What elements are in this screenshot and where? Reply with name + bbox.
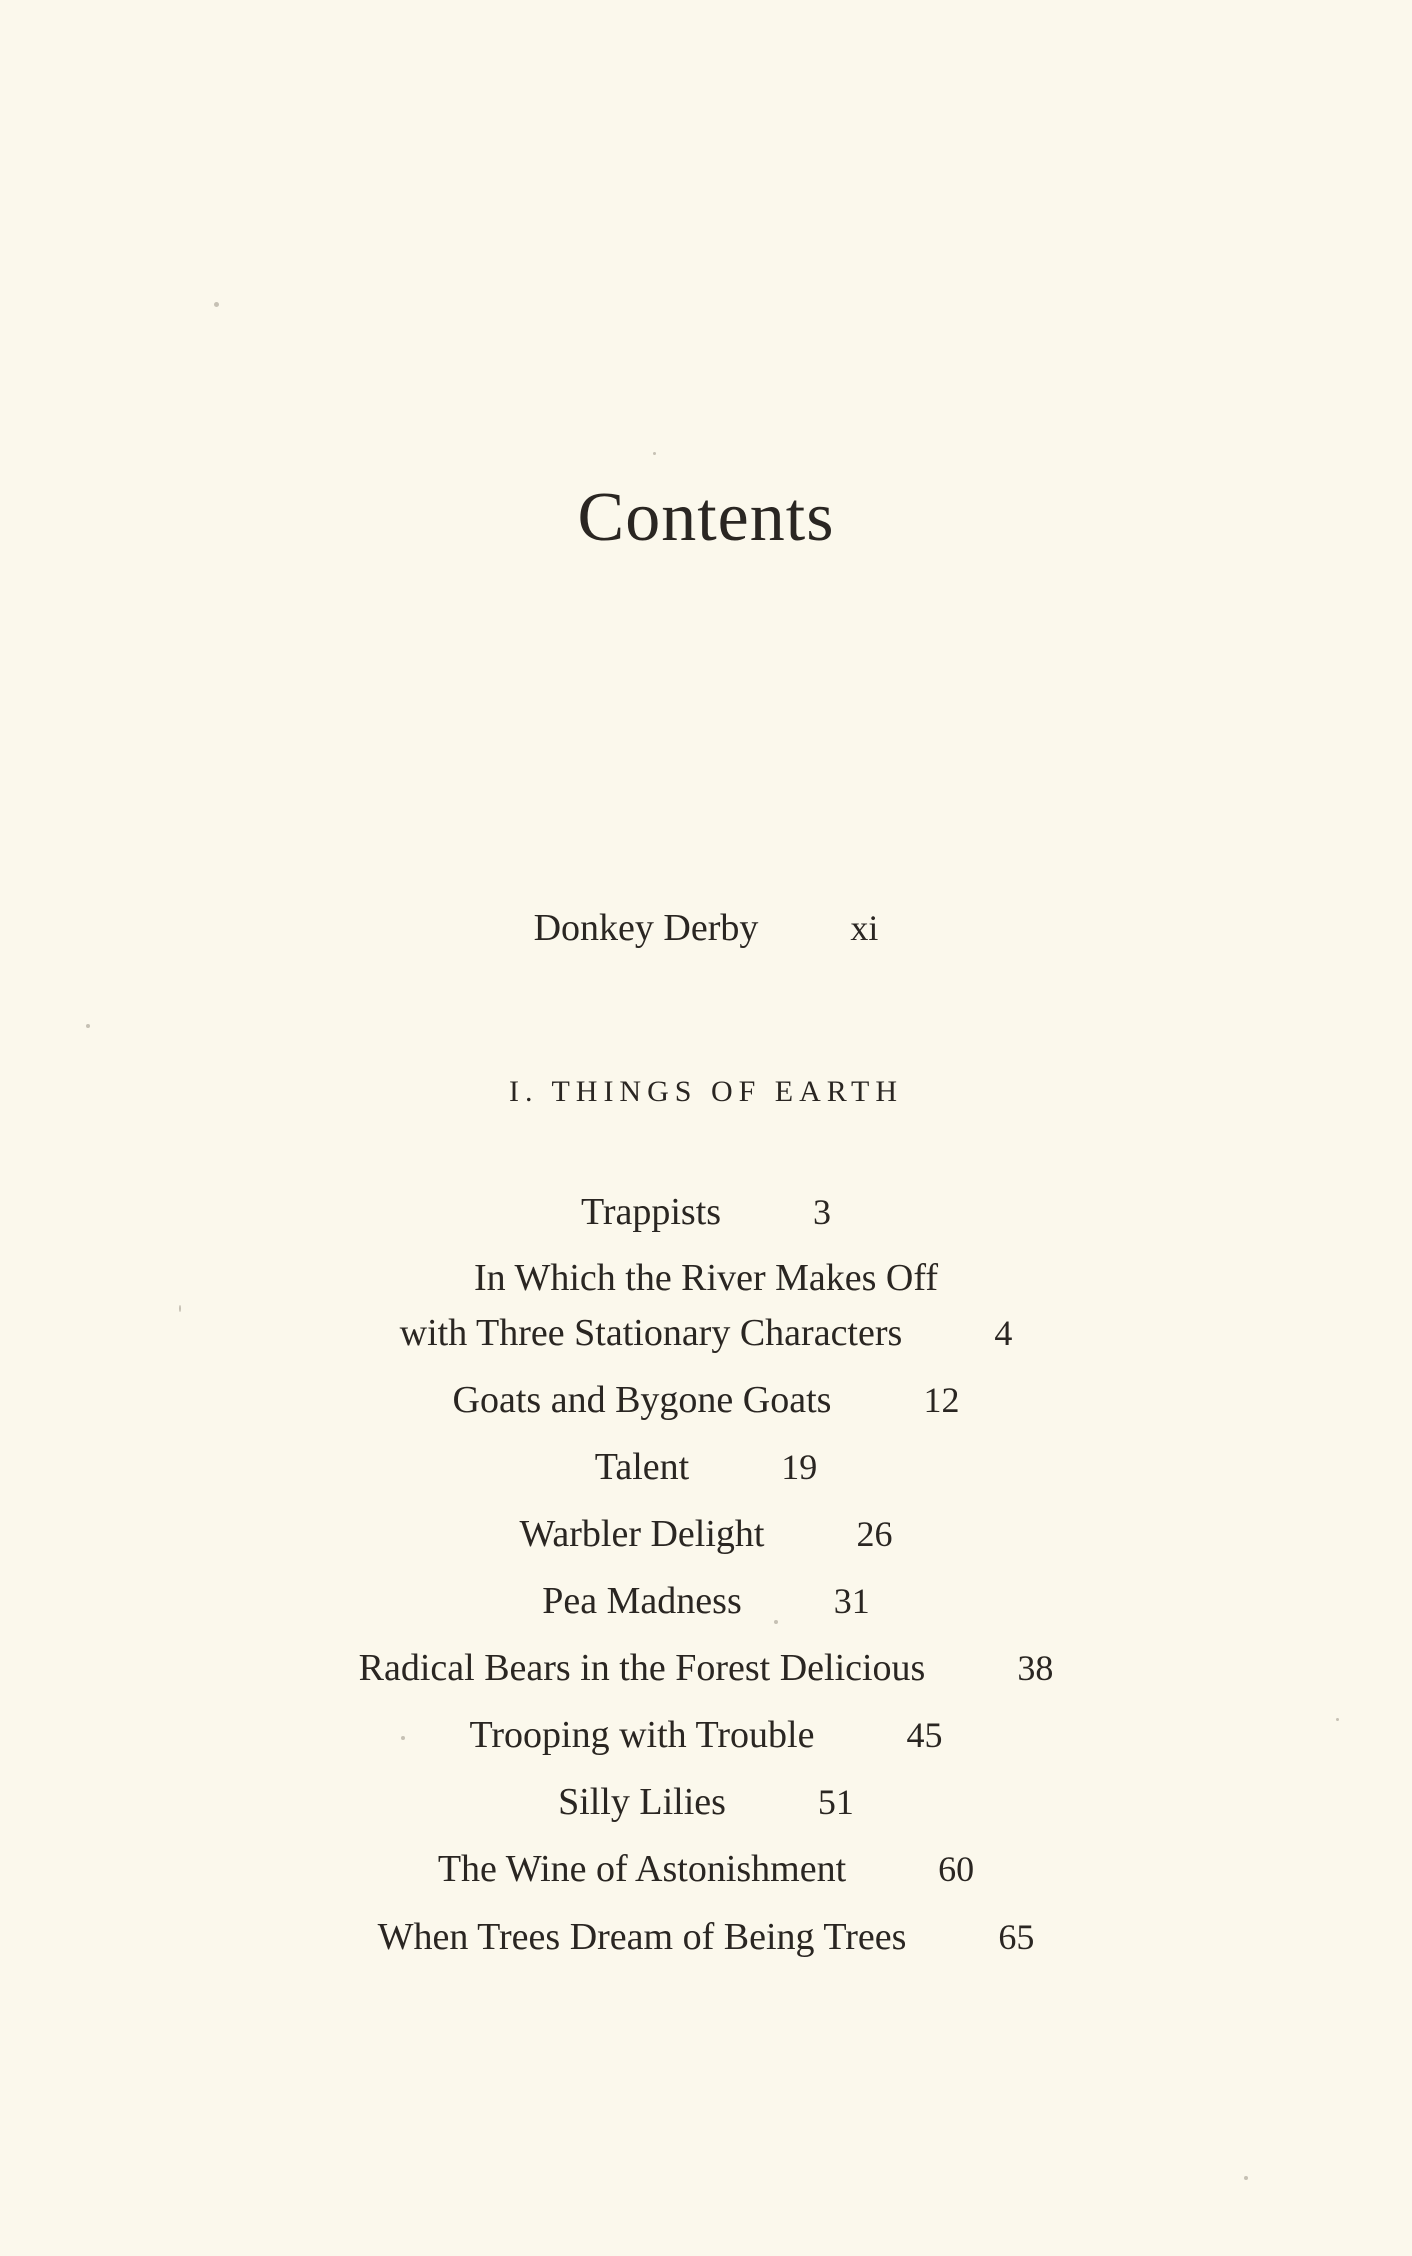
entry-page: 26 — [856, 1514, 893, 1554]
toc-entry-line2 — [0, 1305, 1412, 1361]
entry-page: 45 — [906, 1715, 943, 1755]
entry-page: 31 — [833, 1581, 870, 1621]
entry-page: 51 — [817, 1782, 854, 1822]
entry-title: When Trees Dream of Being Trees — [377, 1916, 907, 1958]
paper-speck — [774, 1620, 778, 1624]
toc-entry — [0, 1841, 1412, 1897]
entry-page: 38 — [1017, 1648, 1054, 1688]
toc-entry — [0, 1640, 1412, 1696]
toc-entry — [0, 1372, 1412, 1428]
entry-title: The Wine of Astonishment — [437, 1848, 847, 1890]
entry-page: 4 — [994, 1313, 1013, 1353]
toc-entry — [0, 1439, 1412, 1495]
entry-page: xi — [850, 908, 879, 948]
section-heading: I. THINGS OF EARTH — [509, 1075, 903, 1108]
entry-title: Trooping with Trouble — [469, 1714, 815, 1756]
paper-speck — [401, 1736, 405, 1740]
paper-speck — [179, 1305, 181, 1312]
paper-speck — [1336, 1718, 1339, 1721]
entry-title: with Three Stationary Characters — [399, 1312, 903, 1354]
entry-page: 65 — [998, 1917, 1035, 1957]
entry-page: 60 — [938, 1849, 975, 1889]
toc-entry — [0, 1184, 1412, 1240]
toc-entry-prelude — [0, 900, 1412, 956]
entry-title: Talent — [594, 1446, 690, 1488]
entry-title: In Which the River Makes Off — [474, 1257, 938, 1299]
toc-entry — [0, 1774, 1412, 1830]
entry-page: 19 — [781, 1447, 818, 1487]
paper-speck — [86, 1024, 90, 1028]
toc-entry-line1 — [0, 1250, 1412, 1306]
paper-speck — [653, 452, 656, 455]
entry-title: Trappists — [580, 1191, 722, 1233]
paper-speck — [1244, 2176, 1248, 2180]
toc-entry — [0, 1909, 1412, 1965]
entry-page: 3 — [813, 1192, 832, 1232]
paper-speck — [214, 302, 219, 307]
entry-title: Radical Bears in the Forest Delicious — [358, 1647, 926, 1689]
toc-entry — [0, 1707, 1412, 1763]
entry-title: Goats and Bygone Goats — [452, 1379, 832, 1421]
page-title: Contents — [577, 479, 835, 556]
toc-entry — [0, 1573, 1412, 1629]
toc-entry — [0, 1506, 1412, 1562]
entry-title: Warbler Delight — [519, 1513, 765, 1555]
entry-title: Silly Lilies — [558, 1781, 726, 1823]
entry-title: Donkey Derby — [533, 907, 759, 949]
entry-title: Pea Madness — [542, 1580, 742, 1622]
entry-page: 12 — [923, 1380, 960, 1420]
